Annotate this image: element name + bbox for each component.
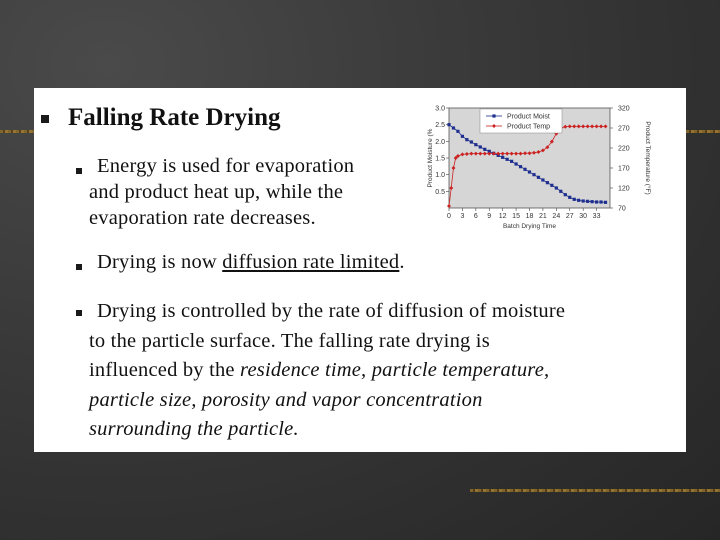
moisture-point (506, 158, 509, 161)
y-right-tick-label: 70 (618, 205, 626, 213)
drying-chart (420, 98, 682, 238)
bullet-2-line (97, 249, 405, 275)
moisture-point (474, 143, 477, 146)
y-right-tick-label: 220 (618, 145, 630, 153)
moisture-point (479, 145, 482, 148)
bullet-3-line-1: Drying is controlled by the rate of diffusion of moisture (97, 300, 566, 322)
moisture-point (568, 196, 571, 199)
bullet-2-suffix: . (399, 251, 405, 273)
x-tick-label: 3 (460, 213, 465, 220)
legend-label-0: Product Moist (507, 113, 550, 121)
decorative-stripe-left (0, 130, 34, 133)
x-tick-label: 18 (525, 213, 534, 220)
x-tick-label: 21 (539, 213, 547, 220)
moisture-point (537, 176, 540, 179)
bullet-2-text (97, 249, 405, 275)
bullet-3-line-3-italic: residence time, particle temperature, (240, 359, 550, 381)
x-tick-label: 0 (447, 213, 451, 220)
moisture-point (532, 173, 535, 176)
bullet-2-prefix: Drying is now (97, 251, 223, 273)
drying-chart-svg (420, 98, 682, 238)
bullet-3-line-3 (89, 356, 565, 386)
moisture-point (564, 193, 567, 196)
moisture-point (595, 200, 598, 203)
bullet-1-line-1: Energy is used for evaporation (97, 155, 355, 177)
moisture-point (586, 200, 589, 203)
y-left-tick-label: 3.0 (435, 105, 445, 113)
bullet-1-line-3: evaporation rate decreases. (89, 207, 316, 229)
moisture-point (456, 130, 459, 133)
moisture-point (523, 168, 526, 171)
moisture-point (555, 186, 558, 189)
moisture-point (599, 200, 602, 203)
moisture-point (528, 170, 531, 173)
moisture-point (510, 160, 513, 163)
title-bullet-icon (41, 115, 49, 123)
x-tick-label: 30 (579, 213, 588, 220)
bullet-3-line-4: particle size, porosity and vapor concentration (89, 388, 483, 411)
moisture-point (519, 165, 522, 168)
bullet-3-line-2: to the particle surface. The falling rate drying is (89, 329, 490, 352)
moisture-point (582, 199, 585, 202)
x-tick-label: 15 (512, 213, 520, 220)
bullet-3-line-3-plain: influenced by the (89, 359, 241, 381)
decorative-stripe-bottom (470, 489, 720, 492)
moisture-point (514, 162, 517, 165)
y-left-tick-label: 0.5 (435, 188, 445, 196)
moisture-point (465, 138, 468, 141)
bullet-2-icon (76, 264, 82, 270)
bullet-1-line-2: and product heat up, while the (89, 181, 344, 203)
y-left-axis-label: Product Moisture (% (427, 128, 434, 188)
moisture-point (501, 156, 504, 159)
legend-marker-0 (492, 114, 495, 117)
y-right-tick-label: 170 (618, 165, 630, 173)
bullet-3-text (89, 297, 565, 445)
moisture-point (470, 140, 473, 143)
bullet-2-underlined: diffusion rate limited (222, 251, 400, 273)
moisture-point (461, 135, 464, 138)
y-left-tick-label: 2.0 (435, 138, 445, 146)
y-left-tick-label: 2.5 (435, 122, 445, 130)
moisture-point (452, 126, 455, 129)
y-right-tick-label: 320 (618, 105, 630, 113)
x-axis-label: Batch Drying Time (502, 223, 557, 230)
moisture-point (483, 148, 486, 151)
bullet-3-line-5: surrounding the particle. (89, 418, 299, 440)
moisture-point (559, 190, 562, 193)
bullet-1-text (89, 153, 354, 231)
decorative-stripe-right (686, 130, 720, 133)
moisture-point (546, 181, 549, 184)
moisture-point (447, 123, 450, 126)
moisture-point (573, 198, 576, 201)
y-right-tick-label: 120 (618, 185, 630, 193)
y-right-axis-label: Product Temperature (°F) (644, 121, 651, 195)
x-tick-label: 33 (592, 213, 601, 220)
x-tick-label: 27 (565, 213, 574, 220)
y-right-tick-label: 270 (618, 125, 630, 133)
moisture-point (591, 200, 594, 203)
moisture-point (541, 178, 544, 181)
moisture-point (577, 199, 580, 202)
y-left-tick-label: 1.5 (435, 155, 445, 163)
bullet-3-icon (76, 310, 82, 316)
moisture-point (604, 201, 607, 204)
y-left-tick-label: 1.0 (435, 172, 445, 180)
x-tick-label: 9 (487, 213, 492, 220)
moisture-point (550, 184, 553, 187)
slide-title: Falling Rate Drying (68, 104, 281, 131)
legend-label-1: Product Temp (507, 123, 551, 131)
x-tick-label: 24 (552, 213, 561, 220)
x-tick-label: 12 (498, 213, 507, 220)
x-tick-label: 6 (473, 213, 478, 220)
bullet-1-icon (76, 168, 82, 174)
